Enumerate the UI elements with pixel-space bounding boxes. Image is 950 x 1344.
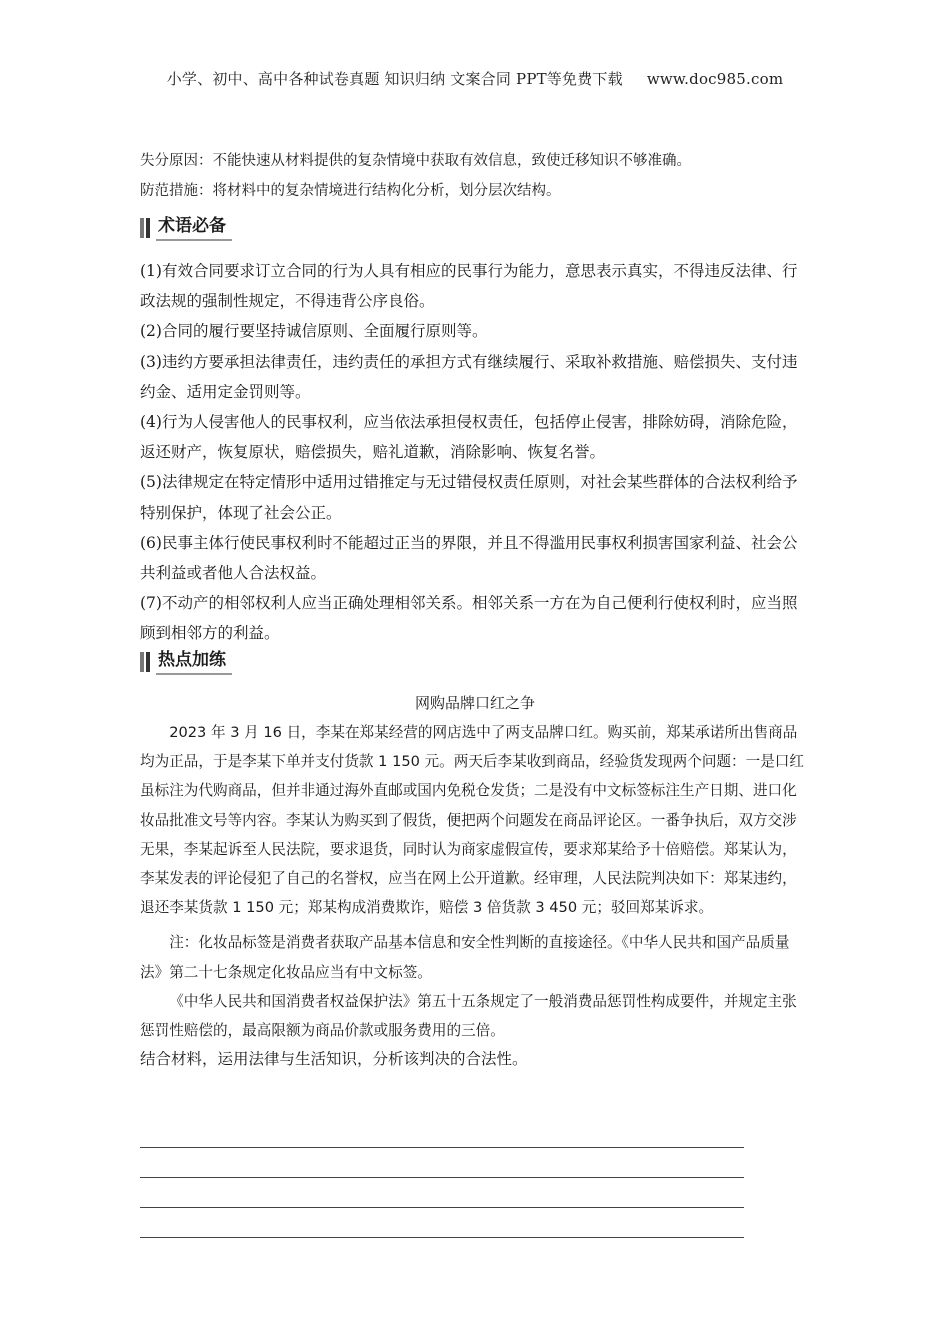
term-item: (4)行为人侵害他人的民事权利，应当依法承担侵权责任，包括停止侵害，排除妨碍，消除危险，返还财产，恢复原状，赔偿损失，赔礼道歉，消除影响、恢复名誉。 — [140, 413, 798, 462]
case-title: 网购品牌口红之争 — [414, 694, 535, 712]
header-text: 小学、初中、高中各种试卷真题 知识归纳 文案合同 PPT等免费下载 — [166, 70, 623, 88]
section-title-hot: 热点加练 — [156, 649, 232, 675]
case-material — [140, 690, 810, 1074]
loss-reason: 失分原因：不能快速从材料提供的复杂情境中获取有效信息，致使迁移知识不够准确。 — [140, 153, 691, 169]
page-header — [0, 68, 950, 89]
header-url[interactable]: www.doc985.com — [646, 70, 784, 88]
section-header-hot — [140, 650, 232, 674]
loss-analysis — [140, 146, 810, 206]
term-item: (3)违约方要承担法律责任，违约责任的承担方式有继续履行、采取补救措施、赔偿损失、支付违约金、适用定金罚则等。 — [140, 352, 798, 401]
loss-measure: 防范措施：将材料中的复杂情境进行结构化分析，划分层次结构。 — [140, 183, 561, 199]
section-title-terms: 术语必备 — [156, 215, 232, 241]
case-note-2: 《中华人民共和国消费者权益保护法》第五十五条规定了一般消费品惩罚性构成要件，并规定主张惩罚性赔偿的，最高限额为商品价款或服务费用的三倍。 — [140, 992, 797, 1040]
section-marker-icon — [140, 652, 150, 672]
term-item: (5)法律规定在特定情形中适用过错推定与无过错侵权责任原则，对社会某些群体的合法权利给予特别保护，体现了社会公正。 — [140, 473, 798, 522]
answer-line[interactable] — [140, 1208, 744, 1238]
answer-line[interactable] — [140, 1118, 744, 1148]
section-header-terms — [140, 216, 232, 240]
section-marker-icon — [140, 218, 150, 238]
answer-area[interactable] — [140, 1118, 744, 1238]
term-item: (1)有效合同要求订立合同的行为人具有相应的民事行为能力，意思表示真实，不得违反法律、行政法规的强制性规定，不得违背公序良俗。 — [140, 262, 798, 311]
case-body: 2023 年 3 月 16 日，李某在郑某经营的网店选中了两支品牌口红。购买前，郑某承诺所出售商品均为正品，于是李某下单并支付货款 1 150 元。两天后李某收到商品，经验货发现两个问题：一是口红虽标注为代购商品，但并非通过海外直邮或国内免税仓发货；二是没有中文标签标注生产日期、进口化妆品批准文号等内容。李某认为购买到了假货，便把两个问题发在商品评论区。一番争执后，双方交涉无果，李某起诉至人民法院，要求退货，同时认为商家虚假宣传，要求郑某给予十倍赔偿。郑某认为，李某发表的评论侵犯了自己的名誉权，应当在网上公开道歉。经审理，人民法院判决如下：郑某违约，退还李某货款 1 150 元；郑某构成消费欺诈，赔偿 3 倍货款 3 450 元；驳回郑某诉求。 — [140, 724, 804, 917]
case-note-1: 注：化妆品标签是消费者获取产品基本信息和安全性判断的直接途径。《中华人民共和国产品质量法》第二十七条规定化妆品应当有中文标签。 — [140, 934, 790, 981]
term-item: (2)合同的履行要坚持诚信原则、全面履行原则等。 — [140, 322, 488, 341]
answer-line[interactable] — [140, 1178, 744, 1208]
answer-line[interactable] — [140, 1148, 744, 1178]
case-question: 结合材料，运用法律与生活知识，分析该判决的合法性。 — [140, 1050, 528, 1069]
terms-list — [140, 256, 810, 649]
term-item: (6)民事主体行使民事权利时不能超过正当的界限，并且不得滥用民事权利损害国家利益、社会公共利益或者他人合法权益。 — [140, 533, 798, 583]
term-item: (7)不动产的相邻权利人应当正确处理相邻关系。相邻关系一方在为自己便利行使权利时，应当照顾到相邻方的利益。 — [140, 594, 798, 643]
